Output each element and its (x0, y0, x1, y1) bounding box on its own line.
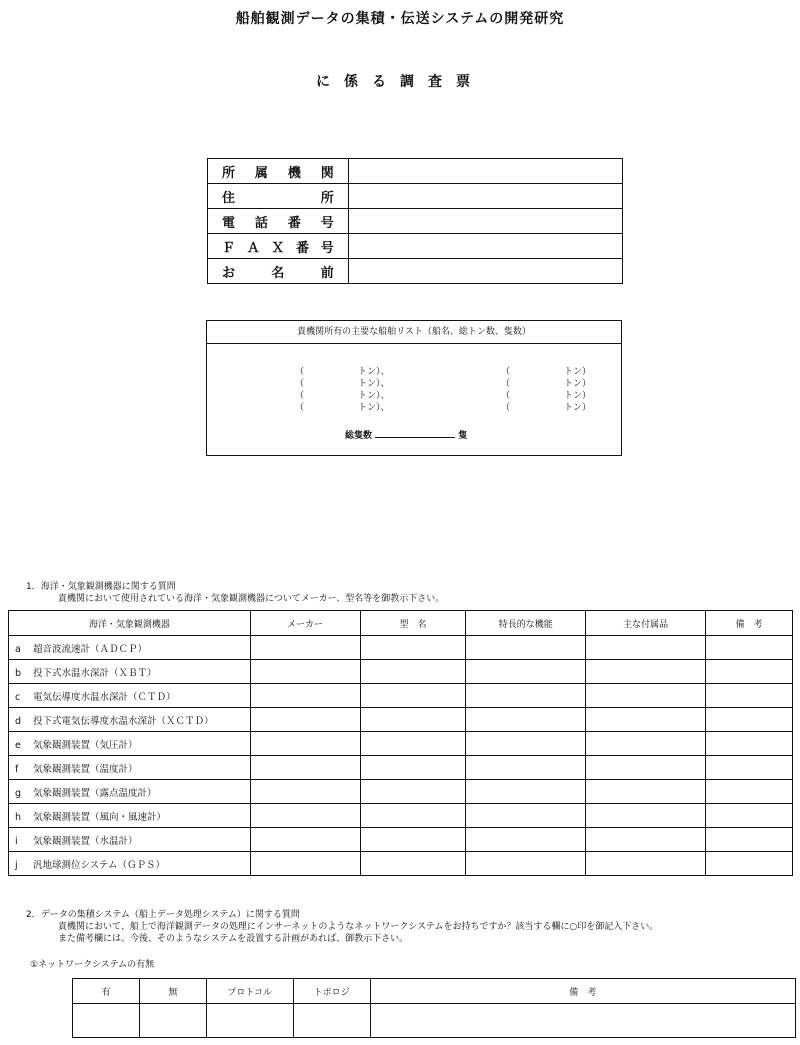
features-cell[interactable] (466, 660, 586, 684)
features-cell[interactable] (466, 732, 586, 756)
equipment-label: 気象観測装置（露点温度計） (33, 787, 157, 799)
column-header-accessories: 主な付属品 (586, 611, 706, 636)
features-cell[interactable] (466, 708, 586, 732)
vessel-entry-right[interactable]: （ トン） (501, 391, 592, 401)
row-letter: c (15, 691, 21, 703)
maker-cell[interactable] (250, 852, 360, 876)
remarks-cell[interactable] (706, 780, 793, 804)
topology-cell[interactable] (293, 1004, 370, 1038)
table-row (9, 780, 793, 804)
vessel-entry-left[interactable]: （ トン）、 (295, 391, 390, 401)
vessel-total-unit: 隻 (458, 431, 468, 441)
column-header-features: 特長的な機能 (466, 611, 586, 636)
equipment-name (9, 660, 251, 684)
maker-cell[interactable] (250, 684, 360, 708)
features-cell[interactable] (466, 852, 586, 876)
equipment-label: 気象観測装置（水温計） (33, 835, 138, 847)
section2-subheading: ①ネットワークシステムの有無 (30, 960, 155, 970)
accessories-cell[interactable] (586, 756, 706, 780)
maker-cell[interactable] (250, 804, 360, 828)
table-row (9, 732, 793, 756)
field-input-phone[interactable] (348, 209, 622, 234)
vessel-entry-left[interactable]: （ トン）、 (295, 403, 390, 413)
table-row (9, 852, 793, 876)
model-cell[interactable] (360, 852, 466, 876)
maker-cell[interactable] (250, 780, 360, 804)
model-cell[interactable] (360, 804, 466, 828)
remarks-cell[interactable] (706, 828, 793, 852)
vessel-total-input[interactable] (375, 428, 455, 438)
field-input-fax[interactable] (348, 234, 622, 259)
accessories-cell[interactable] (586, 684, 706, 708)
document-title: 船舶観測データの集積・伝送システムの開発研究 (235, 11, 565, 27)
equipment-name (9, 756, 251, 780)
column-header-yes: 有 (73, 979, 140, 1004)
maker-cell[interactable] (250, 636, 360, 660)
accessories-cell[interactable] (586, 708, 706, 732)
column-header-protocol: プロトコル (206, 979, 293, 1004)
column-header-remarks: 備 考 (370, 979, 795, 1004)
document-subtitle: に係る調査票 (316, 74, 484, 90)
field-label-address: 住所 (208, 184, 349, 209)
field-label-fax: ＦＡＸ番号 (208, 234, 349, 259)
table-row (73, 1004, 796, 1038)
maker-cell[interactable] (250, 828, 360, 852)
column-header-topology: トポロジ (293, 979, 370, 1004)
equipment-label: 気象観測装置（気圧計） (33, 739, 138, 751)
equipment-label: 汎地球測位システム（ＧＰＳ） (33, 859, 166, 871)
features-cell[interactable] (466, 828, 586, 852)
equipment-name (9, 804, 251, 828)
column-header-maker: メーカー (250, 611, 360, 636)
section2-instruction-1: 貴機関において、船上で海洋観測データの処理にインサーネットのようなネットワークシステムをお持ちですか？該当する欄に○印を御記入下さい。 (58, 922, 659, 932)
row-letter: f (15, 763, 19, 775)
row-letter: d (15, 715, 22, 727)
accessories-cell[interactable] (586, 660, 706, 684)
table-row (9, 636, 793, 660)
row-letter: i (15, 835, 18, 847)
row-letter: h (15, 811, 22, 823)
maker-cell[interactable] (250, 708, 360, 732)
vessel-entry-right[interactable]: （ トン） (501, 403, 592, 413)
vessel-entry-left[interactable]: （ トン）、 (295, 379, 390, 389)
field-input-affiliation[interactable] (348, 159, 622, 184)
model-cell[interactable] (360, 636, 466, 660)
model-cell[interactable] (360, 660, 466, 684)
maker-cell[interactable] (250, 660, 360, 684)
network-system-table (72, 978, 796, 1038)
section2-heading: 2．データの集積システム（船上データ処理システム）に関する質問 (26, 910, 300, 920)
remarks-cell[interactable] (370, 1004, 795, 1038)
row-letter: g (15, 787, 22, 799)
equipment-name (9, 684, 251, 708)
equipment-label: 投下式電気伝導度水温水深計（ＸＣＴＤ） (33, 715, 214, 727)
row-letter: j (15, 859, 18, 871)
equipment-label: 電気伝導度水温水深計（ＣＴＤ） (33, 691, 176, 703)
column-header-no: 無 (139, 979, 206, 1004)
accessories-cell[interactable] (586, 852, 706, 876)
section1-instruction: 貴機関において使用されている海洋・気象観測機器についてメーカー、型名等を御教示下さい。 (58, 594, 445, 604)
model-cell[interactable] (360, 780, 466, 804)
respondent-row-name (208, 259, 623, 284)
row-letter: a (15, 643, 21, 655)
field-label-affiliation: 所属機関 (208, 159, 349, 184)
table-row (9, 756, 793, 780)
respondent-info-table (207, 158, 623, 284)
table-row (9, 660, 793, 684)
table-row (9, 828, 793, 852)
model-cell[interactable] (360, 708, 466, 732)
respondent-row-phone (208, 209, 623, 234)
column-header-remarks: 備 考 (706, 611, 793, 636)
equipment-table (8, 610, 793, 876)
remarks-cell[interactable] (706, 684, 793, 708)
protocol-cell[interactable] (206, 1004, 293, 1038)
features-cell[interactable] (466, 780, 586, 804)
field-label-name: お名前 (208, 259, 349, 284)
section2-instruction-2: また備考欄には、今後、そのようなシステムを設置する計画があれば、御教示下さい。 (58, 934, 409, 944)
equipment-name (9, 780, 251, 804)
accessories-cell[interactable] (586, 828, 706, 852)
accessories-cell[interactable] (586, 804, 706, 828)
remarks-cell[interactable] (706, 804, 793, 828)
model-cell[interactable] (360, 756, 466, 780)
equipment-label: 気象観測装置（風向・風速計） (33, 811, 167, 823)
field-input-name[interactable] (348, 259, 622, 284)
no-cell[interactable] (139, 1004, 206, 1038)
vessel-total (345, 428, 467, 441)
network-table-header (73, 979, 796, 1004)
equipment-table-header (9, 611, 793, 636)
maker-cell[interactable] (250, 756, 360, 780)
accessories-cell[interactable] (586, 636, 706, 660)
equipment-label: 気象観測装置（温度計） (33, 763, 138, 775)
respondent-row-affiliation (208, 159, 623, 184)
vessel-entry-right[interactable]: （ トン） (501, 367, 592, 377)
row-letter: e (15, 739, 21, 751)
accessories-cell[interactable] (586, 780, 706, 804)
equipment-label: 超音波流速計（ＡＤＣＰ） (33, 643, 148, 655)
section1-heading: 1．海洋・気象観測機器に関する質問 (26, 582, 176, 592)
vessel-list-heading: 貴機関所有の主要な船舶リスト（船名、総トン数、隻数） (207, 321, 621, 344)
model-cell[interactable] (360, 732, 466, 756)
equipment-name (9, 852, 251, 876)
field-label-phone: 電話番号 (208, 209, 349, 234)
remarks-cell[interactable] (706, 708, 793, 732)
features-cell[interactable] (466, 804, 586, 828)
equipment-label: 投下式水温水深計（ＸＢＴ） (33, 667, 157, 679)
features-cell[interactable] (466, 684, 586, 708)
column-header-equipment: 海洋・気象観測機器 (9, 611, 251, 636)
table-row (9, 804, 793, 828)
remarks-cell[interactable] (706, 660, 793, 684)
vessel-entry-right[interactable]: （ トン） (501, 379, 592, 389)
equipment-name (9, 636, 251, 660)
yes-cell[interactable] (73, 1004, 140, 1038)
model-cell[interactable] (360, 828, 466, 852)
remarks-cell[interactable] (706, 852, 793, 876)
vessel-entry-left[interactable]: （ トン）、 (295, 367, 390, 377)
field-input-address[interactable] (348, 184, 622, 209)
remarks-cell[interactable] (706, 732, 793, 756)
equipment-name (9, 732, 251, 756)
vessel-total-label: 総隻数 (345, 431, 373, 441)
remarks-cell[interactable] (706, 756, 793, 780)
respondent-row-address (208, 184, 623, 209)
accessories-cell[interactable] (586, 732, 706, 756)
remarks-cell[interactable] (706, 636, 793, 660)
table-row (9, 684, 793, 708)
vessel-list-box (206, 320, 622, 456)
row-letter: b (15, 667, 22, 679)
respondent-row-fax (208, 234, 623, 259)
equipment-name (9, 708, 251, 732)
model-cell[interactable] (360, 684, 466, 708)
equipment-name (9, 828, 251, 852)
features-cell[interactable] (466, 636, 586, 660)
column-header-model: 型 名 (360, 611, 466, 636)
features-cell[interactable] (466, 756, 586, 780)
table-row (9, 708, 793, 732)
maker-cell[interactable] (250, 732, 360, 756)
